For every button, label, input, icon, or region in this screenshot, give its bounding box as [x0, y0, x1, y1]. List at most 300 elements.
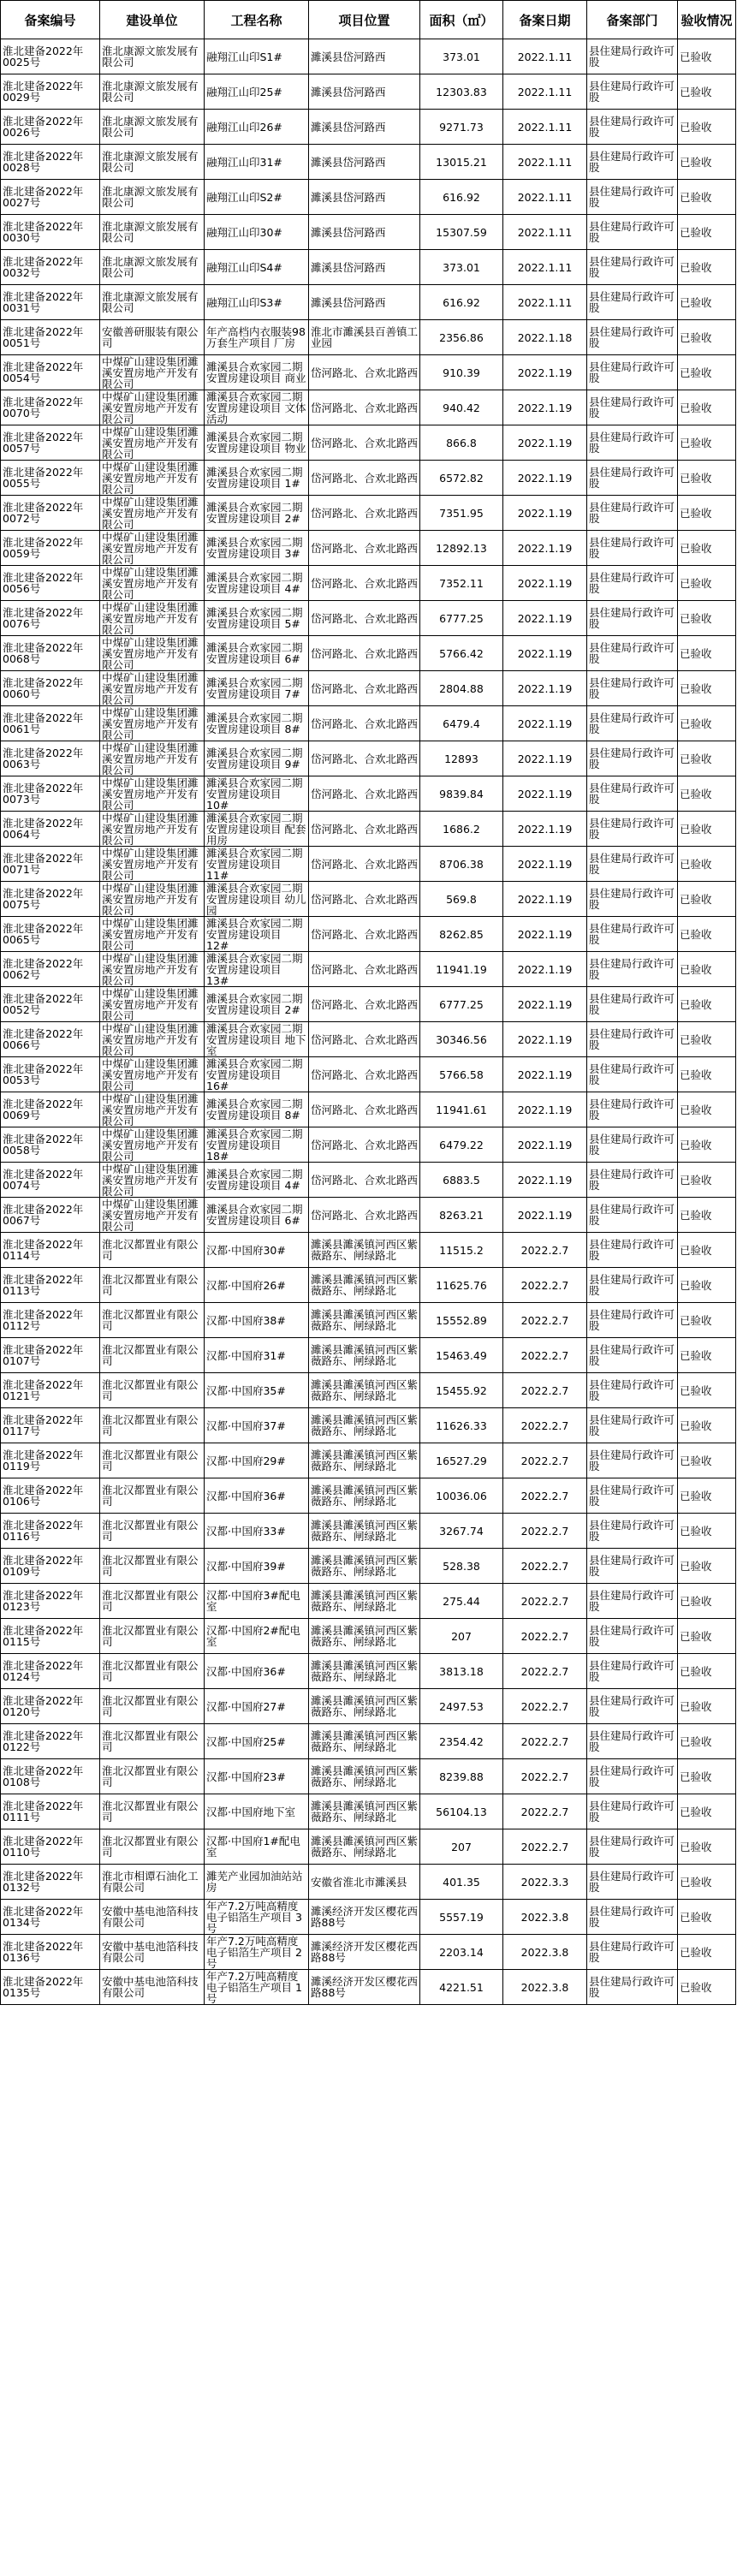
cell-filing-number: 淮北建备2022年0110号: [1, 1829, 100, 1865]
cell-construction-unit: 中煤矿山建设集团濉溪安置房地产开发有限公司: [100, 566, 205, 601]
cell-construction-unit: 淮北康源文旅发展有限公司: [100, 74, 205, 110]
cell-construction-unit: 淮北康源文旅发展有限公司: [100, 110, 205, 145]
table-row: [1, 601, 736, 636]
cell-construction-unit: 中煤矿山建设集团濉溪安置房地产开发有限公司: [100, 917, 205, 952]
cell-construction-unit: 中煤矿山建设集团濉溪安置房地产开发有限公司: [100, 812, 205, 847]
cell-filing-number: 淮北建备2022年0074号: [1, 1163, 100, 1198]
cell-filing-number: 淮北建备2022年0070号: [1, 390, 100, 425]
cell-project-name: 汉都·中国府35#: [205, 1373, 309, 1408]
table-row: [1, 1619, 736, 1654]
cell-area: 11626.33: [420, 1408, 503, 1443]
cell-construction-unit: 淮北汉都置业有限公司: [100, 1268, 205, 1303]
cell-area: 7351.95: [420, 496, 503, 531]
cell-filing-department: 县住建局行政许可股: [587, 74, 678, 110]
cell-acceptance-status: 已验收: [678, 1303, 736, 1338]
cell-project-name: 融翔江山印S4#: [205, 250, 309, 285]
cell-construction-unit: 中煤矿山建设集团濉溪安置房地产开发有限公司: [100, 461, 205, 496]
cell-filing-number: 淮北建备2022年0121号: [1, 1373, 100, 1408]
cell-acceptance-status: 已验收: [678, 39, 736, 74]
column-header-construction-unit: 建设单位: [100, 1, 205, 39]
cell-project-name: 濉溪县合欢家园二期安置房建设项目 幼儿园: [205, 882, 309, 917]
cell-project-location: 濉溪县濉溪镇河西区紫薇路东、闸绿路北: [309, 1689, 420, 1724]
cell-filing-department: 县住建局行政许可股: [587, 1654, 678, 1689]
cell-construction-unit: 中煤矿山建设集团濉溪安置房地产开发有限公司: [100, 1092, 205, 1127]
cell-project-name: 融翔江山印S3#: [205, 285, 309, 320]
cell-area: 11941.19: [420, 952, 503, 987]
cell-project-name: 濉溪县合欢家园二期安置房建设项目 物业: [205, 425, 309, 461]
cell-filing-number: 淮北建备2022年0123号: [1, 1584, 100, 1619]
cell-project-name: 濉溪县合欢家园二期安置房建设项目 6#: [205, 1198, 309, 1233]
table-row: [1, 917, 736, 952]
cell-filing-date: 2022.2.7: [503, 1759, 587, 1794]
cell-area: 2354.42: [420, 1724, 503, 1759]
cell-filing-department: 县住建局行政许可股: [587, 776, 678, 812]
cell-construction-unit: 中煤矿山建设集团濉溪安置房地产开发有限公司: [100, 496, 205, 531]
table-row: [1, 706, 736, 741]
table-row: [1, 1935, 736, 1970]
table-body: [1, 39, 736, 2005]
cell-filing-department: 县住建局行政许可股: [587, 1373, 678, 1408]
table-row: [1, 1233, 736, 1268]
cell-filing-number: 淮北建备2022年0061号: [1, 706, 100, 741]
table-row: [1, 1514, 736, 1549]
table-row: [1, 1022, 736, 1057]
cell-filing-number: 淮北建备2022年0071号: [1, 847, 100, 882]
cell-filing-department: 县住建局行政许可股: [587, 1268, 678, 1303]
cell-project-name: 汉都·中国府27#: [205, 1689, 309, 1724]
cell-filing-date: 2022.1.11: [503, 285, 587, 320]
table-row: [1, 1900, 736, 1935]
cell-filing-department: 县住建局行政许可股: [587, 180, 678, 215]
cell-acceptance-status: 已验收: [678, 706, 736, 741]
cell-project-location: 岱河路北、合欢北路西: [309, 531, 420, 566]
cell-area: 11941.61: [420, 1092, 503, 1127]
cell-filing-department: 县住建局行政许可股: [587, 917, 678, 952]
cell-acceptance-status: 已验收: [678, 1759, 736, 1794]
cell-filing-number: 淮北建备2022年0031号: [1, 285, 100, 320]
cell-acceptance-status: 已验收: [678, 1443, 736, 1478]
table-row: [1, 1338, 736, 1373]
cell-construction-unit: 淮北汉都置业有限公司: [100, 1233, 205, 1268]
cell-construction-unit: 中煤矿山建设集团濉溪安置房地产开发有限公司: [100, 390, 205, 425]
cell-construction-unit: 淮北汉都置业有限公司: [100, 1654, 205, 1689]
cell-area: 15455.92: [420, 1373, 503, 1408]
cell-area: 1686.2: [420, 812, 503, 847]
cell-acceptance-status: 已验收: [678, 917, 736, 952]
cell-construction-unit: 中煤矿山建设集团濉溪安置房地产开发有限公司: [100, 601, 205, 636]
cell-filing-number: 淮北建备2022年0075号: [1, 882, 100, 917]
cell-filing-date: 2022.1.19: [503, 952, 587, 987]
cell-project-location: 濉溪县濉溪镇河西区紫薇路东、闸绿路北: [309, 1829, 420, 1865]
cell-area: 30346.56: [420, 1022, 503, 1057]
cell-acceptance-status: 已验收: [678, 1478, 736, 1514]
cell-area: 10036.06: [420, 1478, 503, 1514]
cell-project-location: 岱河路北、合欢北路西: [309, 952, 420, 987]
cell-filing-department: 县住建局行政许可股: [587, 1303, 678, 1338]
cell-project-location: 岱河路北、合欢北路西: [309, 1057, 420, 1092]
cell-project-name: 汉都·中国府地下室: [205, 1794, 309, 1829]
cell-project-location: 岱河路北、合欢北路西: [309, 847, 420, 882]
cell-construction-unit: 中煤矿山建设集团濉溪安置房地产开发有限公司: [100, 1198, 205, 1233]
cell-area: 275.44: [420, 1584, 503, 1619]
cell-area: 6777.25: [420, 601, 503, 636]
table-row: [1, 1654, 736, 1689]
column-header-filing-department: 备案部门: [587, 1, 678, 39]
cell-filing-date: 2022.1.18: [503, 320, 587, 355]
cell-filing-number: 淮北建备2022年0065号: [1, 917, 100, 952]
cell-area: 207: [420, 1829, 503, 1865]
cell-acceptance-status: 已验收: [678, 110, 736, 145]
cell-filing-date: 2022.2.7: [503, 1724, 587, 1759]
cell-acceptance-status: 已验收: [678, 1724, 736, 1759]
cell-filing-number: 淮北建备2022年0072号: [1, 496, 100, 531]
cell-project-location: 濉溪县濉溪镇河西区紫薇路东、闸绿路北: [309, 1408, 420, 1443]
cell-construction-unit: 淮北汉都置业有限公司: [100, 1408, 205, 1443]
cell-filing-date: 2022.1.11: [503, 145, 587, 180]
cell-filing-date: 2022.1.19: [503, 1022, 587, 1057]
cell-project-name: 汉都·中国府38#: [205, 1303, 309, 1338]
cell-construction-unit: 淮北汉都置业有限公司: [100, 1478, 205, 1514]
cell-area: 4221.51: [420, 1970, 503, 2005]
cell-filing-department: 县住建局行政许可股: [587, 390, 678, 425]
cell-filing-date: 2022.1.11: [503, 39, 587, 74]
cell-construction-unit: 淮北汉都置业有限公司: [100, 1443, 205, 1478]
cell-acceptance-status: 已验收: [678, 1198, 736, 1233]
cell-filing-date: 2022.1.11: [503, 180, 587, 215]
cell-project-location: 岱河路北、合欢北路西: [309, 566, 420, 601]
cell-project-location: 岱河路北、合欢北路西: [309, 1127, 420, 1163]
cell-filing-department: 县住建局行政许可股: [587, 355, 678, 390]
cell-filing-date: 2022.3.8: [503, 1970, 587, 2005]
cell-filing-date: 2022.1.19: [503, 741, 587, 776]
cell-acceptance-status: 已验收: [678, 1514, 736, 1549]
cell-filing-department: 县住建局行政许可股: [587, 1724, 678, 1759]
cell-acceptance-status: 已验收: [678, 1584, 736, 1619]
cell-project-name: 濉溪县合欢家园二期安置房建设项目 1#: [205, 461, 309, 496]
table-row: [1, 74, 736, 110]
cell-project-location: 濉溪县濉溪镇河西区紫薇路东、闸绿路北: [309, 1514, 420, 1549]
cell-project-location: 岱河路北、合欢北路西: [309, 1198, 420, 1233]
cell-construction-unit: 中煤矿山建设集团濉溪安置房地产开发有限公司: [100, 1022, 205, 1057]
cell-project-location: 岱河路北、合欢北路西: [309, 671, 420, 706]
cell-construction-unit: 淮北康源文旅发展有限公司: [100, 215, 205, 250]
cell-project-name: 濉溪县合欢家园二期安置房建设项目 商业: [205, 355, 309, 390]
cell-project-location: 濉溪经济开发区樱花西路88号: [309, 1935, 420, 1970]
cell-area: 6479.4: [420, 706, 503, 741]
table-row: [1, 215, 736, 250]
cell-filing-number: 淮北建备2022年0109号: [1, 1549, 100, 1584]
cell-project-location: 岱河路北、合欢北路西: [309, 496, 420, 531]
cell-filing-date: 2022.1.19: [503, 496, 587, 531]
cell-project-location: 濉溪县濉溪镇河西区紫薇路东、闸绿路北: [309, 1724, 420, 1759]
table-row: [1, 39, 736, 74]
cell-project-name: 濉溪县合欢家园二期安置房建设项目 10#: [205, 776, 309, 812]
table-row: [1, 496, 736, 531]
cell-filing-department: 县住建局行政许可股: [587, 1514, 678, 1549]
cell-acceptance-status: 已验收: [678, 1900, 736, 1935]
cell-area: 2804.88: [420, 671, 503, 706]
cell-filing-department: 县住建局行政许可股: [587, 496, 678, 531]
cell-acceptance-status: 已验收: [678, 496, 736, 531]
cell-filing-number: 淮北建备2022年0116号: [1, 1514, 100, 1549]
cell-filing-department: 县住建局行政许可股: [587, 987, 678, 1022]
cell-area: 5766.42: [420, 636, 503, 671]
cell-filing-department: 县住建局行政许可股: [587, 1619, 678, 1654]
cell-filing-department: 县住建局行政许可股: [587, 425, 678, 461]
cell-filing-department: 县住建局行政许可股: [587, 250, 678, 285]
cell-construction-unit: 淮北汉都置业有限公司: [100, 1829, 205, 1865]
cell-filing-department: 县住建局行政许可股: [587, 1970, 678, 2005]
cell-acceptance-status: 已验收: [678, 1619, 736, 1654]
cell-construction-unit: 淮北汉都置业有限公司: [100, 1759, 205, 1794]
cell-acceptance-status: 已验收: [678, 1549, 736, 1584]
cell-filing-department: 县住建局行政许可股: [587, 461, 678, 496]
cell-project-name: 濉溪县合欢家园二期安置房建设项目 13#: [205, 952, 309, 987]
cell-construction-unit: 淮北市相谭石油化工有限公司: [100, 1865, 205, 1900]
cell-project-location: 濉溪县濉溪镇河西区紫薇路东、闸绿路北: [309, 1373, 420, 1408]
cell-project-location: 濉溪县濉溪镇河西区紫薇路东、闸绿路北: [309, 1443, 420, 1478]
cell-filing-number: 淮北建备2022年0057号: [1, 425, 100, 461]
cell-project-location: 岱河路北、合欢北路西: [309, 461, 420, 496]
table-row: [1, 1478, 736, 1514]
cell-project-name: 汉都·中国府36#: [205, 1654, 309, 1689]
cell-construction-unit: 中煤矿山建设集团濉溪安置房地产开发有限公司: [100, 1057, 205, 1092]
cell-acceptance-status: 已验收: [678, 1408, 736, 1443]
cell-filing-date: 2022.2.7: [503, 1654, 587, 1689]
cell-filing-number: 淮北建备2022年0054号: [1, 355, 100, 390]
cell-filing-number: 淮北建备2022年0062号: [1, 952, 100, 987]
cell-project-name: 汉都·中国府23#: [205, 1759, 309, 1794]
cell-area: 15552.89: [420, 1303, 503, 1338]
cell-filing-department: 县住建局行政许可股: [587, 320, 678, 355]
cell-construction-unit: 中煤矿山建设集团濉溪安置房地产开发有限公司: [100, 741, 205, 776]
table-row: [1, 1092, 736, 1127]
cell-filing-date: 2022.2.7: [503, 1619, 587, 1654]
table-row: [1, 1198, 736, 1233]
cell-project-name: 濉溪县合欢家园二期安置房建设项目 12#: [205, 917, 309, 952]
cell-filing-department: 县住建局行政许可股: [587, 882, 678, 917]
cell-area: 616.92: [420, 180, 503, 215]
cell-filing-number: 淮北建备2022年0114号: [1, 1233, 100, 1268]
cell-project-name: 融翔江山印25#: [205, 74, 309, 110]
cell-project-location: 濉溪县岱河路西: [309, 74, 420, 110]
cell-project-location: 岱河路北、合欢北路西: [309, 390, 420, 425]
cell-acceptance-status: 已验收: [678, 882, 736, 917]
cell-filing-number: 淮北建备2022年0059号: [1, 531, 100, 566]
cell-project-name: 汉都·中国府1#配电室: [205, 1829, 309, 1865]
cell-filing-date: 2022.2.7: [503, 1268, 587, 1303]
cell-project-name: 汉都·中国府30#: [205, 1233, 309, 1268]
cell-filing-number: 淮北建备2022年0135号: [1, 1970, 100, 2005]
cell-project-location: 濉溪县岱河路西: [309, 250, 420, 285]
cell-area: 11515.2: [420, 1233, 503, 1268]
cell-filing-department: 县住建局行政许可股: [587, 1233, 678, 1268]
cell-filing-date: 2022.1.11: [503, 74, 587, 110]
table-row: [1, 145, 736, 180]
cell-construction-unit: 中煤矿山建设集团濉溪安置房地产开发有限公司: [100, 671, 205, 706]
cell-construction-unit: 安徽善研服装有限公司: [100, 320, 205, 355]
cell-filing-number: 淮北建备2022年0064号: [1, 812, 100, 847]
cell-area: 5557.19: [420, 1900, 503, 1935]
table-row: [1, 1584, 736, 1619]
table-row: [1, 636, 736, 671]
cell-project-location: 濉溪县濉溪镇河西区紫薇路东、闸绿路北: [309, 1584, 420, 1619]
cell-area: 2203.14: [420, 1935, 503, 1970]
cell-area: 8239.88: [420, 1759, 503, 1794]
cell-project-name: 濉溪县合欢家园二期安置房建设项目 2#: [205, 496, 309, 531]
table-row: [1, 847, 736, 882]
cell-area: 373.01: [420, 39, 503, 74]
cell-construction-unit: 中煤矿山建设集团濉溪安置房地产开发有限公司: [100, 1163, 205, 1198]
cell-area: 401.35: [420, 1865, 503, 1900]
cell-acceptance-status: 已验收: [678, 1654, 736, 1689]
cell-area: 910.39: [420, 355, 503, 390]
cell-project-name: 濉溪县合欢家园二期安置房建设项目 7#: [205, 671, 309, 706]
cell-project-name: 融翔江山印S1#: [205, 39, 309, 74]
table-row: [1, 110, 736, 145]
cell-project-location: 濉溪县濉溪镇河西区紫薇路东、闸绿路北: [309, 1759, 420, 1794]
cell-construction-unit: 淮北汉都置业有限公司: [100, 1619, 205, 1654]
cell-acceptance-status: 已验收: [678, 425, 736, 461]
cell-construction-unit: 中煤矿山建设集团濉溪安置房地产开发有限公司: [100, 882, 205, 917]
cell-filing-number: 淮北建备2022年0028号: [1, 145, 100, 180]
cell-filing-date: 2022.1.19: [503, 1163, 587, 1198]
table-row: [1, 1829, 736, 1865]
column-header-project-location: 项目位置: [309, 1, 420, 39]
cell-acceptance-status: 已验收: [678, 1057, 736, 1092]
cell-project-location: 濉溪经济开发区樱花西路88号: [309, 1900, 420, 1935]
cell-construction-unit: 中煤矿山建设集团濉溪安置房地产开发有限公司: [100, 847, 205, 882]
cell-acceptance-status: 已验收: [678, 1373, 736, 1408]
cell-filing-date: 2022.3.8: [503, 1900, 587, 1935]
cell-acceptance-status: 已验收: [678, 1268, 736, 1303]
table-row: [1, 1373, 736, 1408]
cell-project-name: 濉溪县合欢家园二期安置房建设项目 配套用房: [205, 812, 309, 847]
table-row: [1, 952, 736, 987]
cell-filing-number: 淮北建备2022年0117号: [1, 1408, 100, 1443]
cell-project-name: 濉芜产业园加油站站房: [205, 1865, 309, 1900]
cell-project-name: 汉都·中国府37#: [205, 1408, 309, 1443]
cell-project-location: 濉溪县濉溪镇河西区紫薇路东、闸绿路北: [309, 1478, 420, 1514]
cell-acceptance-status: 已验收: [678, 952, 736, 987]
cell-area: 940.42: [420, 390, 503, 425]
column-header-area: 面积（㎡）: [420, 1, 503, 39]
cell-project-name: 濉溪县合欢家园二期安置房建设项目 5#: [205, 601, 309, 636]
cell-construction-unit: 中煤矿山建设集团濉溪安置房地产开发有限公司: [100, 1127, 205, 1163]
cell-project-name: 年产7.2万吨高精度电子铝箔生产项目 3号: [205, 1900, 309, 1935]
table-row: [1, 1408, 736, 1443]
cell-project-name: 濉溪县合欢家园二期安置房建设项目 11#: [205, 847, 309, 882]
cell-filing-number: 淮北建备2022年0073号: [1, 776, 100, 812]
cell-construction-unit: 中煤矿山建设集团濉溪安置房地产开发有限公司: [100, 531, 205, 566]
cell-filing-number: 淮北建备2022年0119号: [1, 1443, 100, 1478]
cell-filing-date: 2022.3.3: [503, 1865, 587, 1900]
cell-filing-number: 淮北建备2022年0111号: [1, 1794, 100, 1829]
cell-area: 2497.53: [420, 1689, 503, 1724]
cell-filing-number: 淮北建备2022年0060号: [1, 671, 100, 706]
cell-acceptance-status: 已验收: [678, 461, 736, 496]
cell-filing-department: 县住建局行政许可股: [587, 1829, 678, 1865]
cell-area: 56104.13: [420, 1794, 503, 1829]
cell-area: 12892.13: [420, 531, 503, 566]
cell-project-location: 濉溪经济开发区樱花西路88号: [309, 1970, 420, 2005]
cell-filing-number: 淮北建备2022年0136号: [1, 1935, 100, 1970]
cell-filing-date: 2022.1.11: [503, 250, 587, 285]
cell-filing-department: 县住建局行政许可股: [587, 39, 678, 74]
cell-filing-date: 2022.2.7: [503, 1443, 587, 1478]
cell-project-name: 濉溪县合欢家园二期安置房建设项目 文体活动: [205, 390, 309, 425]
table-row: [1, 285, 736, 320]
cell-project-location: 岱河路北、合欢北路西: [309, 741, 420, 776]
cell-filing-date: 2022.1.19: [503, 1127, 587, 1163]
cell-acceptance-status: 已验收: [678, 145, 736, 180]
cell-project-name: 汉都·中国府29#: [205, 1443, 309, 1478]
cell-project-location: 岱河路北、合欢北路西: [309, 425, 420, 461]
cell-filing-department: 县住建局行政许可股: [587, 1478, 678, 1514]
cell-project-location: 岱河路北、合欢北路西: [309, 706, 420, 741]
cell-construction-unit: 安徽中基电池箔科技有限公司: [100, 1900, 205, 1935]
table-row: [1, 1303, 736, 1338]
cell-filing-department: 县住建局行政许可股: [587, 636, 678, 671]
cell-project-location: 濉溪县濉溪镇河西区紫薇路东、闸绿路北: [309, 1794, 420, 1829]
cell-filing-date: 2022.1.19: [503, 812, 587, 847]
cell-filing-department: 县住建局行政许可股: [587, 1865, 678, 1900]
cell-filing-date: 2022.2.7: [503, 1303, 587, 1338]
cell-filing-number: 淮北建备2022年0112号: [1, 1303, 100, 1338]
cell-acceptance-status: 已验收: [678, 1092, 736, 1127]
cell-project-name: 濉溪县合欢家园二期安置房建设项目 地下室: [205, 1022, 309, 1057]
table-row: [1, 1268, 736, 1303]
table-row: [1, 1127, 736, 1163]
cell-filing-date: 2022.1.19: [503, 636, 587, 671]
table-row: [1, 355, 736, 390]
cell-filing-department: 县住建局行政许可股: [587, 1127, 678, 1163]
cell-project-name: 汉都·中国府39#: [205, 1549, 309, 1584]
cell-project-name: 汉都·中国府25#: [205, 1724, 309, 1759]
cell-area: 16527.29: [420, 1443, 503, 1478]
cell-acceptance-status: 已验收: [678, 215, 736, 250]
cell-filing-date: 2022.2.7: [503, 1373, 587, 1408]
cell-project-name: 融翔江山印26#: [205, 110, 309, 145]
cell-filing-department: 县住建局行政许可股: [587, 1900, 678, 1935]
cell-filing-date: 2022.2.7: [503, 1408, 587, 1443]
cell-project-name: 濉溪县合欢家园二期安置房建设项目 9#: [205, 741, 309, 776]
cell-filing-date: 2022.2.7: [503, 1233, 587, 1268]
cell-filing-number: 淮北建备2022年0068号: [1, 636, 100, 671]
cell-filing-department: 县住建局行政许可股: [587, 812, 678, 847]
table-row: [1, 812, 736, 847]
cell-filing-date: 2022.1.19: [503, 1198, 587, 1233]
cell-acceptance-status: 已验收: [678, 355, 736, 390]
cell-filing-date: 2022.1.11: [503, 110, 587, 145]
cell-construction-unit: 安徽中基电池箔科技有限公司: [100, 1970, 205, 2005]
table-row: [1, 425, 736, 461]
table-row: [1, 1724, 736, 1759]
cell-acceptance-status: 已验收: [678, 812, 736, 847]
cell-acceptance-status: 已验收: [678, 636, 736, 671]
cell-filing-department: 县住建局行政许可股: [587, 110, 678, 145]
cell-project-name: 年产7.2万吨高精度电子铝箔生产项目 1号: [205, 1970, 309, 2005]
cell-filing-number: 淮北建备2022年0032号: [1, 250, 100, 285]
cell-filing-number: 淮北建备2022年0115号: [1, 1619, 100, 1654]
cell-acceptance-status: 已验收: [678, 741, 736, 776]
cell-project-name: 濉溪县合欢家园二期安置房建设项目 8#: [205, 1092, 309, 1127]
column-header-filing-number: 备案编号: [1, 1, 100, 39]
cell-filing-date: 2022.2.7: [503, 1338, 587, 1373]
cell-project-name: 汉都·中国府3#配电室: [205, 1584, 309, 1619]
table-row: [1, 741, 736, 776]
cell-filing-department: 县住建局行政许可股: [587, 215, 678, 250]
